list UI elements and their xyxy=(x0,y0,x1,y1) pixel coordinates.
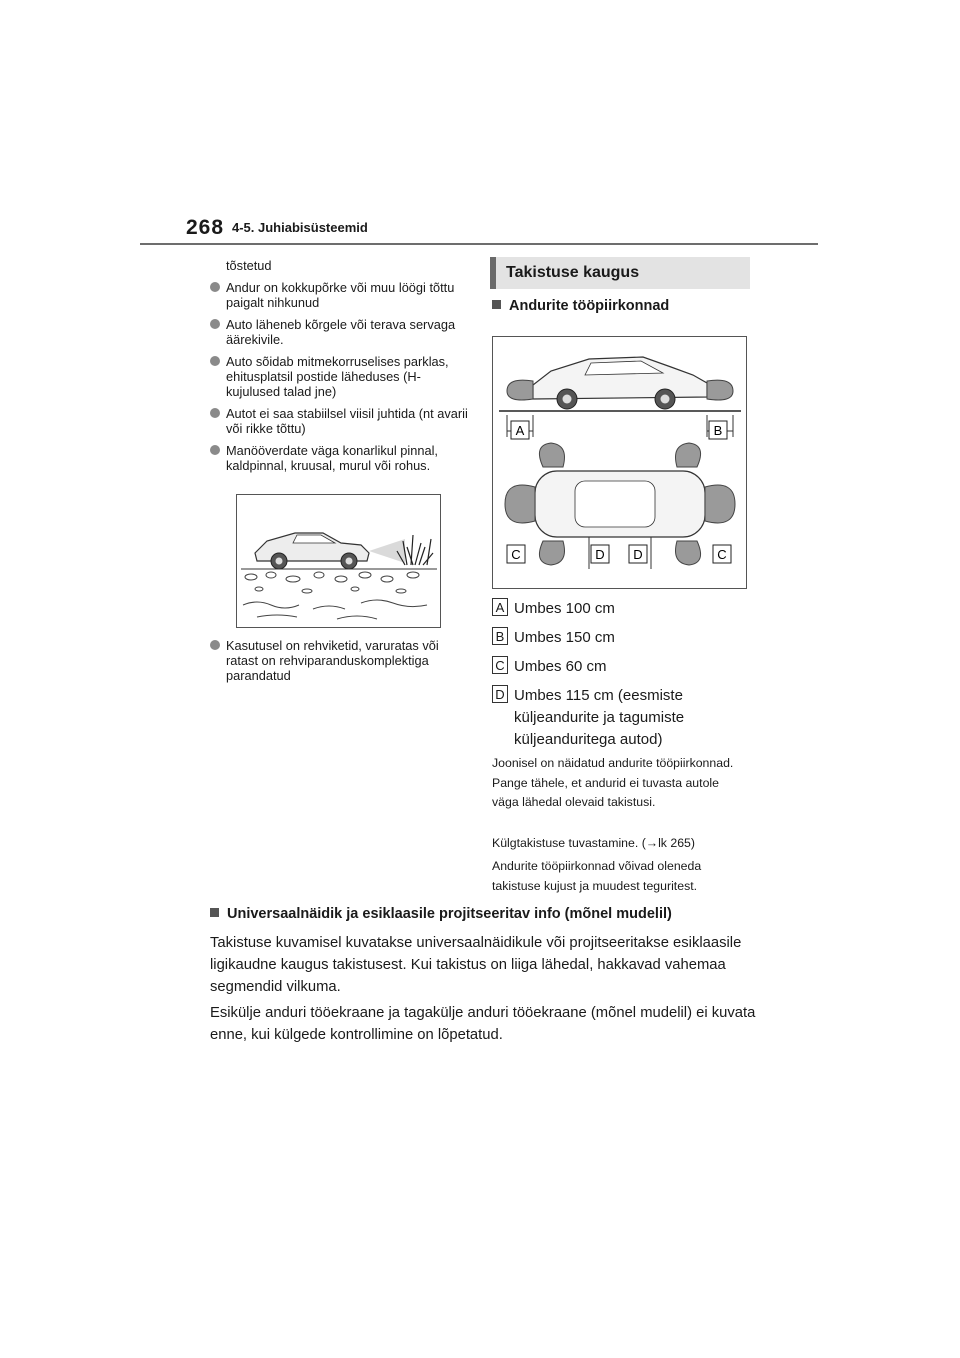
note-side-detection: Külgtakistuse tuvastamine. (→lk 265) xyxy=(492,836,695,850)
square-bullet-icon xyxy=(492,300,501,309)
square-bullet-icon xyxy=(210,908,219,917)
label-c-right: C xyxy=(717,547,727,562)
label-b: B xyxy=(713,423,723,438)
note-zone-variance: Andurite tööpiirkonnad võivad oleneda takistuse kujust ja muudest teguritest. xyxy=(492,859,702,893)
left-column-continued xyxy=(210,638,470,690)
section-title: 4-5. Juhiabisüsteemid xyxy=(232,220,368,235)
bullet-dot-icon xyxy=(210,282,220,292)
label-c-left: C xyxy=(511,547,521,562)
legend-item-d: D Umbes 115 cm (eesmiste küljeandurite ja tagumiste küljeanduritega autod) xyxy=(492,685,752,751)
car-sensor-zones-icon xyxy=(493,337,746,588)
sensor-zones-diagram xyxy=(492,336,747,589)
rough-terrain-illustration xyxy=(236,494,441,628)
bullet-dot-icon xyxy=(210,356,220,366)
bullet-dot-icon xyxy=(210,640,220,650)
label-d-right: D xyxy=(633,547,643,562)
bullet-dot-icon xyxy=(210,319,220,329)
bullet-dot-icon xyxy=(210,408,220,418)
continued-line: tõstetud xyxy=(226,258,272,273)
sub-heading-sensor-zones: Andurite tööpiirkonnad xyxy=(492,298,669,314)
legend-item-b: B Umbes 150 cm xyxy=(492,627,752,649)
paragraph-side-check: Esikülje anduri tööekraane ja tagakülje anduri tööekraane (mõnel mudelil) ei kuvata enne, kui külgede kontrollimine on lõpetatud. xyxy=(210,1005,756,1043)
page-number: 268 xyxy=(186,216,225,239)
left-column xyxy=(210,258,470,480)
label-a: A xyxy=(515,423,525,438)
sub-heading-display-info: Universaalnäidik ja esiklaasile projitseeritav info (mõnel mudelil) xyxy=(210,906,672,922)
car-rough-terrain-icon xyxy=(237,495,440,627)
label-d-left: D xyxy=(595,547,605,562)
list-item: Auto sõidab mitmekorruselises parklas, ehitusplatsil postide läheduses (H-kujulused talad jne) xyxy=(210,354,470,399)
legend-item-a: A Umbes 100 cm xyxy=(492,598,752,620)
header-rule xyxy=(140,243,818,245)
list-item: Andur on kokkupõrke või muu löögi tõttu paigalt nihkunud xyxy=(210,280,470,310)
paragraph-display: Takistuse kuvamisel kuvatakse universaalnäidikule või projitseeritakse esiklaasile ligikaudne kaugus takistusest. Kui takistus on liiga lähedal, hakkavad vahemaa segmendid vilkuma. xyxy=(210,935,742,995)
box-heading: Takistuse kaugus xyxy=(490,257,750,289)
list-item: Auto läheneb kõrgele või terava servaga äärekivile. xyxy=(210,317,470,347)
bullet-dot-icon xyxy=(210,445,220,455)
legend-item-c: C Umbes 60 cm xyxy=(492,656,752,678)
list-item: Kasutusel on rehviketid, varuratas või ratast on rehviparanduskomplektiga parandatud xyxy=(210,638,470,683)
note-sensor-zones: Joonisel on näidatud andurite tööpiirkonnad. Pange tähele, et andurid ei tuvasta autole väga lähedal olevaid takistusi. xyxy=(492,756,734,809)
list-item: Autot ei saa stabiilsel viisil juhtida (nt avarii või rikke tõttu) xyxy=(210,406,470,436)
list-item: Manööverdate väga konarlikul pinnal, kaldpinnal, kruusal, murul või rohus. xyxy=(210,443,470,473)
